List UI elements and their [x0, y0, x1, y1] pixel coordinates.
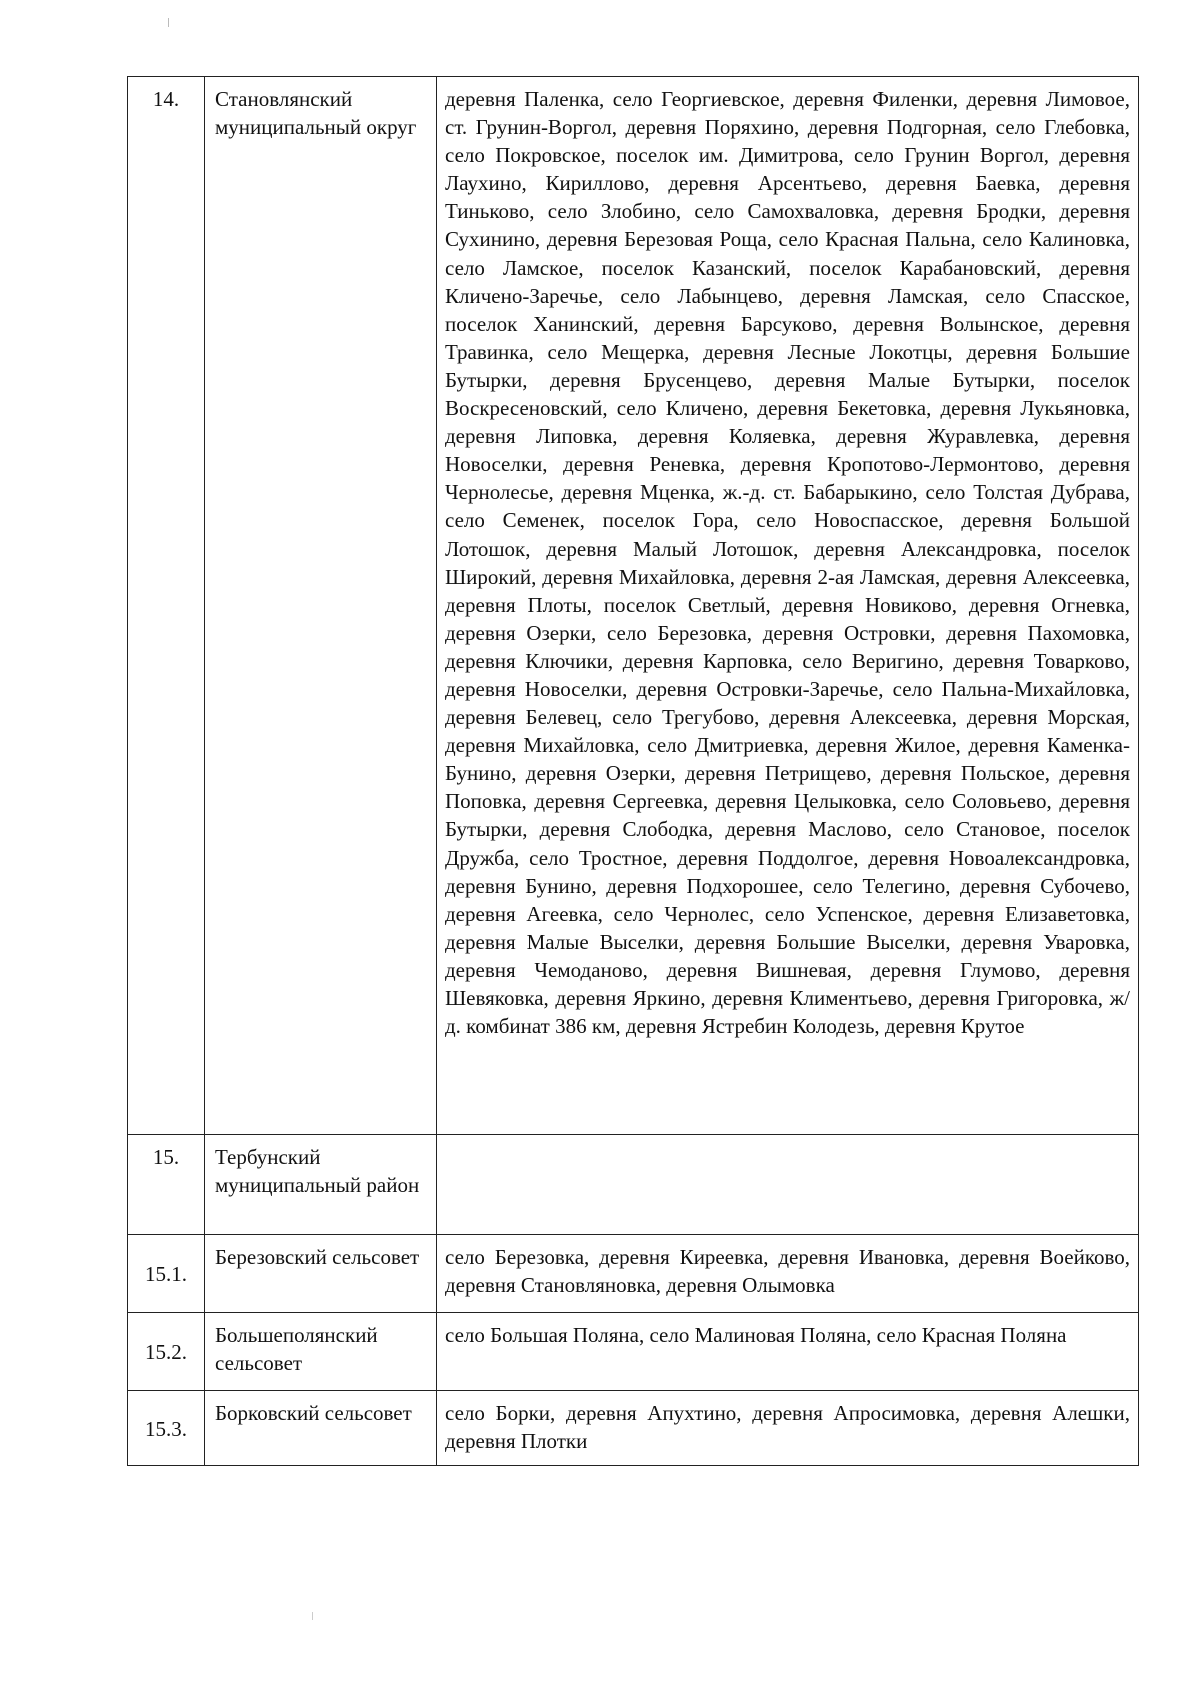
row-number: 15.1. — [128, 1235, 205, 1313]
municipality-name: Становлянский муниципальный округ — [205, 77, 437, 1135]
settlements-list: село Большая Поляна, село Малиновая Поляна, село Красная Поляна — [437, 1313, 1139, 1391]
scan-mark — [312, 1612, 313, 1620]
row-number: 14. — [128, 77, 205, 1135]
settlements-list: село Березовка, деревня Киреевка, деревня Ивановка, деревня Воейково, деревня Становляновка, деревня Олымовка — [437, 1235, 1139, 1313]
settlements-list: село Борки, деревня Апухтино, деревня Апросимовка, деревня Алешки, деревня Плотки — [437, 1391, 1139, 1466]
municipality-name: Большеполянский сельсовет — [205, 1313, 437, 1391]
settlements-table — [127, 76, 1139, 1466]
table-row — [128, 1135, 1139, 1235]
settlements-list — [437, 1135, 1139, 1235]
settlements-list: деревня Паленка, село Георгиевское, деревня Филенки, деревня Лимовое, ст. Грунин-Воргол, деревня Поряхино, деревня Подгорная, село Глебовка, село Покровское, поселок им. Димитрова, село Грунин Воргол, деревня Лаухино, Кириллово, деревня Арсентьево, деревня Баевка, деревня Тиньково, село Злобино, село Самохваловка, деревня Бродки, деревня Сухинино, деревня Березовая Роща, село Красная Пальна, село Калиновка, село Ламское, поселок Казанский, поселок Карабановский, деревня Кличено-Заречье, село Лабынцево, деревня Ламская, село Спасское, поселок Ханинский, деревня Барсуково, деревня Волынское, деревня Травинка, село Мещерка, деревня Лесные Локотцы, деревня Большие Бутырки, деревня Брусенцево, деревня Малые Бутырки, поселок Воскресеновский, село Кличено, деревня Бекетовка, деревня Лукьяновка, деревня Липовка, деревня Коляевка, деревня Журавлевка, деревня Новоселки, деревня Реневка, деревня Кропотово-Лермонтово, деревня Чернолесье, деревня Мценка, ж.-д. ст. Бабарыкино, село Толстая Дубрава, село Семенек, поселок Гора, село Новоспасское, деревня Большой Лотошок, деревня Малый Лотошок, деревня Александровка, поселок Широкий, деревня Михайловка, деревня 2-ая Ламская, деревня Алексеевка, деревня Плоты, поселок Светлый, деревня Новиково, деревня Огневка, деревня Озерки, село Березовка, деревня Островки, деревня Пахомовка, деревня Ключики, деревня Карповка, село Веригино, деревня Товарково, деревня Новоселки, деревня Островки-Заречье, село Пальна-Михайловка, деревня Белевец, село Трегубово, деревня Алексеевка, деревня Морская, деревня Михайловка, село Дмитриевка, деревня Жилое, деревня Каменка-Бунино, деревня Озерки, деревня Петрищево, деревня Польское, деревня Поповка, деревня Сергеевка, деревня Целыковка, село Соловьево, деревня Бутырки, деревня Слободка, деревня Маслово, село Становое, поселок Дружба, село Тростное, деревня Поддолгое, деревня Новоалександровка, деревня Бунино, деревня Подхорошее, село Телегино, деревня Субочево, деревня Агеевка, село Чернолес, село Успенское, деревня Елизаветовка, деревня Малые Выселки, деревня Большие Выселки, деревня Уваровка, деревня Чемоданово, деревня Вишневая, деревня Глумово, деревня Шевяковка, деревня Яркино, деревня Климентьево, деревня Григоровка, ж/д. комбинат 386 км, деревня Ястребин Колодезь, деревня Крутое — [437, 77, 1139, 1135]
table-row — [128, 77, 1139, 1135]
row-number: 15.2. — [128, 1313, 205, 1391]
municipality-name: Борковский сельсовет — [205, 1391, 437, 1466]
table-row — [128, 1235, 1139, 1313]
scan-mark — [168, 18, 169, 27]
municipality-name: Тербунский муниципальный район — [205, 1135, 437, 1235]
row-number: 15. — [128, 1135, 205, 1235]
municipality-name: Березовский сельсовет — [205, 1235, 437, 1313]
row-number: 15.3. — [128, 1391, 205, 1466]
table-row — [128, 1313, 1139, 1391]
table-row — [128, 1391, 1139, 1466]
